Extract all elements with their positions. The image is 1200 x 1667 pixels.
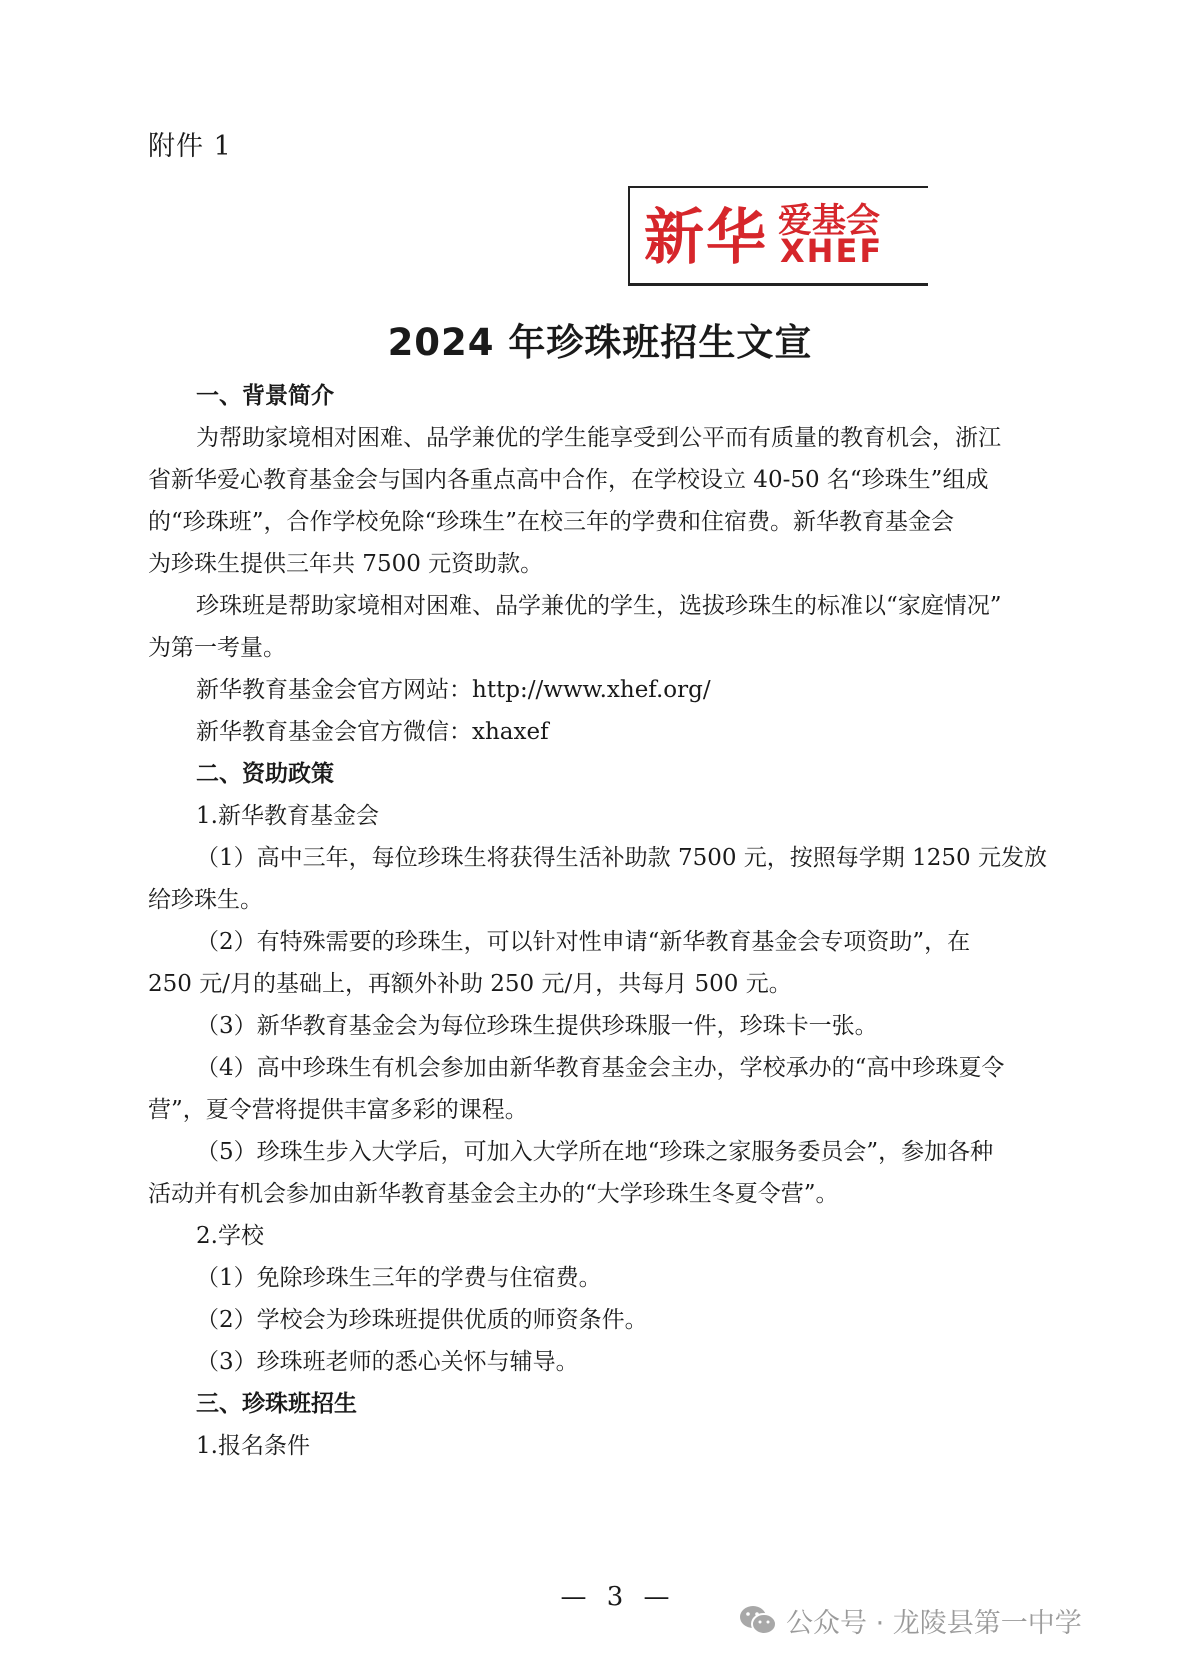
website-line: 新华教育基金会官方网站：http://www.xhef.org/	[196, 677, 711, 703]
paragraph-line: 为帮助家境相对困难、品学兼优的学生能享受到公平而有质量的教育机会，浙江	[196, 425, 1001, 451]
list-item: （4）高中珍珠生有机会参加由新华教育基金会主办，学校承办的“高中珍珠夏令	[196, 1055, 1005, 1081]
paragraph-line: 为第一考量。	[148, 635, 286, 661]
list-item-continuation: 250 元/月的基础上，再额外补助 250 元/月，共每月 500 元。	[148, 971, 792, 997]
page-number: — 3 —	[560, 1582, 676, 1612]
paragraph-line: 为珍珠生提供三年共 7500 元资助款。	[148, 551, 544, 577]
list-item-continuation: 给珍珠生。	[148, 887, 263, 913]
list-item: （2）学校会为珍珠班提供优质的师资条件。	[196, 1307, 648, 1333]
xhef-logo	[628, 186, 928, 286]
list-item-continuation: 活动并有机会参加由新华教育基金会主办的“大学珍珠生冬夏令营”。	[148, 1181, 839, 1207]
xhef-logo-graphic	[630, 188, 926, 283]
logo-latin: XHEF	[780, 232, 884, 270]
list-item: （1）高中三年，每位珍珠生将获得生活补助款 7500 元，按照每学期 1250 元发放	[196, 845, 1047, 871]
section-heading-background: 一、背景简介	[196, 383, 334, 409]
list-item-continuation: 营”，夏令营将提供丰富多彩的课程。	[148, 1097, 528, 1123]
section-heading-funding-policy: 二、资助政策	[196, 761, 334, 787]
list-item: （1）免除珍珠生三年的学费与住宿费。	[196, 1265, 602, 1291]
subheading-requirements: 1.报名条件	[196, 1433, 310, 1459]
list-item: （3）新华教育基金会为每位珍珠生提供珍珠服一件，珍珠卡一张。	[196, 1013, 878, 1039]
subheading-school: 2.学校	[196, 1223, 264, 1249]
list-item: （3）珍珠班老师的悉心关怀与辅导。	[196, 1349, 579, 1375]
logo-chinese: 新华	[644, 203, 768, 273]
subheading-foundation: 1.新华教育基金会	[196, 803, 379, 829]
logo-small-chinese: 爱基会	[778, 201, 880, 241]
attachment-label: 附件 1	[148, 131, 232, 162]
list-item: （2）有特殊需要的珍珠生，可以针对性申请“新华教育基金会专项资助”，在	[196, 929, 971, 955]
wechat-line: 新华教育基金会官方微信：xhaxef	[196, 719, 549, 745]
wechat-icon	[738, 1603, 778, 1637]
document-title: 2024 年珍珠班招生文宣	[387, 321, 813, 364]
paragraph-line: 省新华爱心教育基金会与国内各重点高中合作，在学校设立 40-50 名“珍珠生”组成	[148, 467, 989, 493]
paragraph-line: 的“珍珠班”，合作学校免除“珍珠生”在校三年的学费和住宿费。新华教育基金会	[148, 509, 955, 535]
watermark-text: 公众号 · 龙陵县第一中学	[786, 1607, 1082, 1639]
paragraph-line: 珍珠班是帮助家境相对困难、品学兼优的学生，选拔珍珠生的标准以“家庭情况”	[196, 593, 1002, 619]
watermark	[738, 1600, 1082, 1640]
section-heading-enrollment: 三、珍珠班招生	[196, 1391, 357, 1417]
list-item: （5）珍珠生步入大学后，可加入大学所在地“珍珠之家服务委员会”，参加各种	[196, 1139, 994, 1165]
